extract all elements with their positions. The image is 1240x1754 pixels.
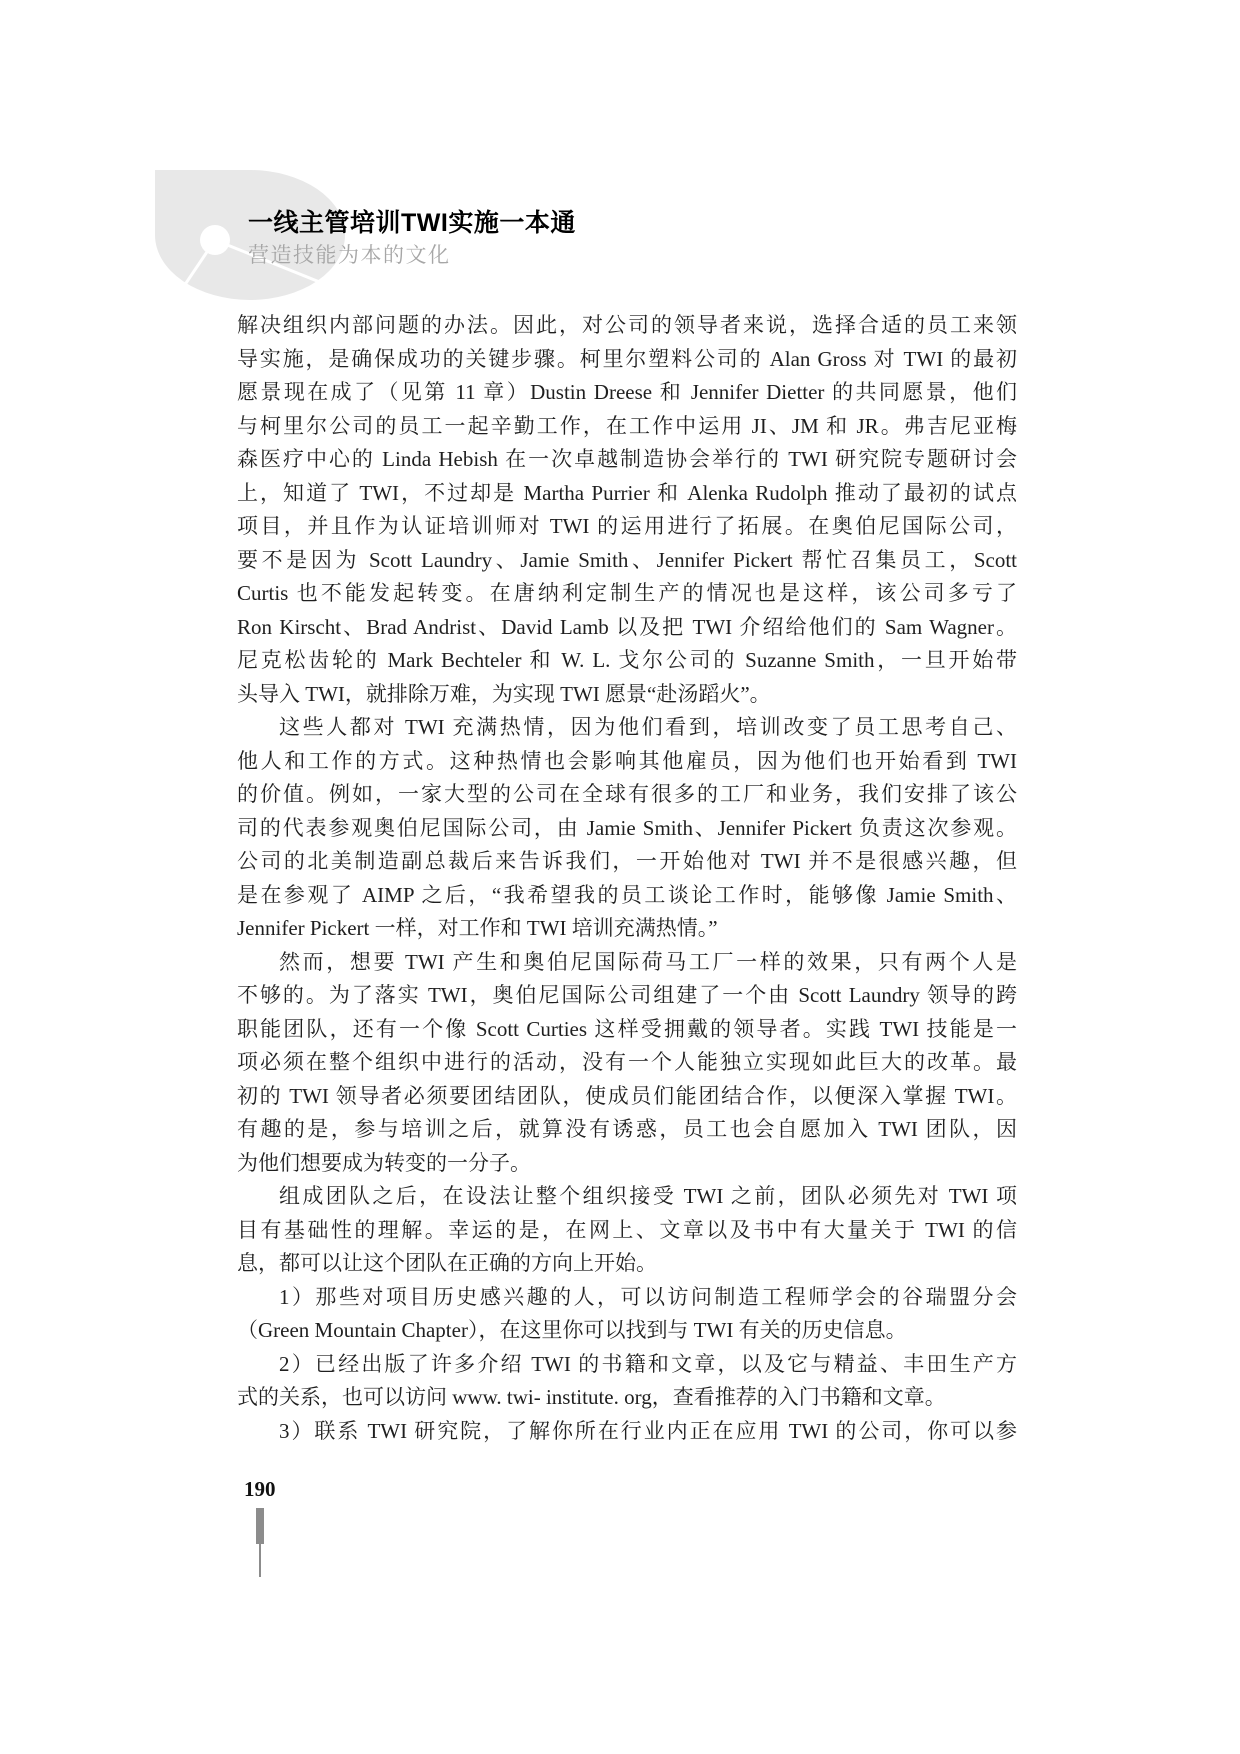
text-line: 2）已经出版了许多介绍 TWI 的书籍和文章，以及它与精益、丰田生产方 [279, 1351, 1017, 1376]
text-line: 初的 TWI 领导者必须要团结团队，使成员们能团结合作，以便深入掌握 TWI。 [237, 1083, 1017, 1108]
text-line: 项目，并且作为认证培训师对 TWI 的运用进行了拓展。在奥伯尼国际公司， [237, 514, 1017, 538]
text-line: 要不是因为 Scott Laundry、Jamie Smith、Jennifer Pickert 帮忙召集员工，Scott [237, 547, 1017, 572]
text-line: Ron Kirscht、Brad Andrist、David Lamb 以及把 TWI 介绍给他们的 Sam Wagner。 [237, 614, 1017, 639]
text-line: 息，都可以让这个团队在正确的方向上开始。 [237, 1251, 657, 1275]
text-line: 式的关系，也可以访问 www. twi- institute. org，查看推荐的入门书籍和文章。 [237, 1385, 946, 1409]
header-titles [248, 208, 576, 269]
book-title: 一线主管培训TWI实施一本通 [248, 209, 576, 237]
text-line: 愿景现在成了（见第 11 章）Dustin Dreese 和 Jennifer Dietter 的共同愿景，他们 [237, 380, 1017, 404]
text-line: 3）联系 TWI 研究院，了解你所在行业内正在应用 TWI 的公司，你可以参 [279, 1418, 1017, 1443]
text-line: 有趣的是，参与培训之后，就算没有诱惑，员工也会自愿加入 TWI 团队，因 [237, 1117, 1017, 1141]
text-line: 是在参观了 AIMP 之后，“我希望我的员工谈论工作时，能够像 Jamie Smith、 [237, 882, 1017, 907]
text-line: 的价值。例如，一家大型的公司在全球有很多的工厂和业务，我们安排了该公 [237, 782, 1017, 806]
text-line: 尼克松齿轮的 Mark Bechteler 和 W. L. 戈尔公司的 Suzanne Smith，一旦开始带 [237, 648, 1017, 672]
text-line: 项必须在整个组织中进行的活动，没有一个人能独立实现如此巨大的改革。最 [237, 1050, 1017, 1074]
text-line: 公司的北美制造副总裁后来告诉我们，一开始他对 TWI 并不是很感兴趣，但 [237, 849, 1017, 873]
page-number: 190 [244, 1477, 276, 1501]
text-line: 司的代表参观奥伯尼国际公司，由 Jamie Smith、Jennifer Pickert 负责这次参观。 [237, 815, 1017, 840]
text-line: 森医疗中心的 Linda Hebish 在一次卓越制造协会举行的 TWI 研究院专题研讨会 [237, 447, 1017, 471]
body-text [237, 309, 1017, 1448]
text-line: 目有基础性的理解。幸运的是，在网上、文章以及书中有大量关于 TWI 的信 [237, 1217, 1017, 1242]
text-line: 导实施，是确保成功的关键步骤。柯里尔塑料公司的 Alan Gross 对 TWI 的最初 [237, 346, 1017, 371]
book-subtitle: 营造技能为本的文化 [248, 244, 451, 267]
text-line: 不够的。为了落实 TWI，奥伯尼国际公司组建了一个由 Scott Laundry 领导的跨 [237, 983, 1017, 1007]
text-line: Jennifer Pickert 一样，对工作和 TWI 培训充满热情。” [237, 916, 718, 940]
text-line: Curtis 也不能发起转变。在唐纳利定制生产的情况也是这样，该公司多亏了 [237, 581, 1017, 605]
text-line: 然而，想要 TWI 产生和奥伯尼国际荷马工厂一样的效果，只有两个人是 [279, 949, 1017, 974]
text-line: 1）那些对项目历史感兴趣的人，可以访问制造工程师学会的谷瑞盟分会 [279, 1284, 1017, 1309]
text-line: 解决组织内部问题的办法。因此，对公司的领导者来说，选择合适的员工来领 [237, 313, 1017, 337]
text-line: 职能团队，还有一个像 Scott Curties 这样受拥戴的领导者。实践 TWI 技能是一 [237, 1016, 1017, 1041]
text-line: 上，知道了 TWI，不过却是 Martha Purrier 和 Alenka Rudolph 推动了最初的试点 [237, 480, 1017, 505]
text-line: 头导入 TWI，就排除万难，为实现 TWI 愿景“赴汤蹈火”。 [237, 681, 771, 706]
text-line: 组成团队之后，在设法让整个组织接受 TWI 之前，团队必须先对 TWI 项 [279, 1184, 1017, 1208]
text-line: 与柯里尔公司的员工一起辛勤工作，在工作中运用 JI、JM 和 JR。弗吉尼亚梅 [237, 413, 1017, 438]
footer-ornament-thick-bar [256, 1508, 264, 1544]
text-line: （Green Mountain Chapter），在这里你可以找到与 TWI 有关的历史信息。 [237, 1318, 907, 1342]
footer-ornament-thin-bar [259, 1544, 261, 1577]
text-line: 为他们想要成为转变的一分子。 [237, 1150, 531, 1175]
text-line: 他人和工作的方式。这种热情也会影响其他雇员，因为他们也开始看到 TWI [237, 748, 1017, 773]
text-line: 这些人都对 TWI 充满热情，因为他们看到，培训改变了员工思考自己、 [279, 715, 1017, 739]
